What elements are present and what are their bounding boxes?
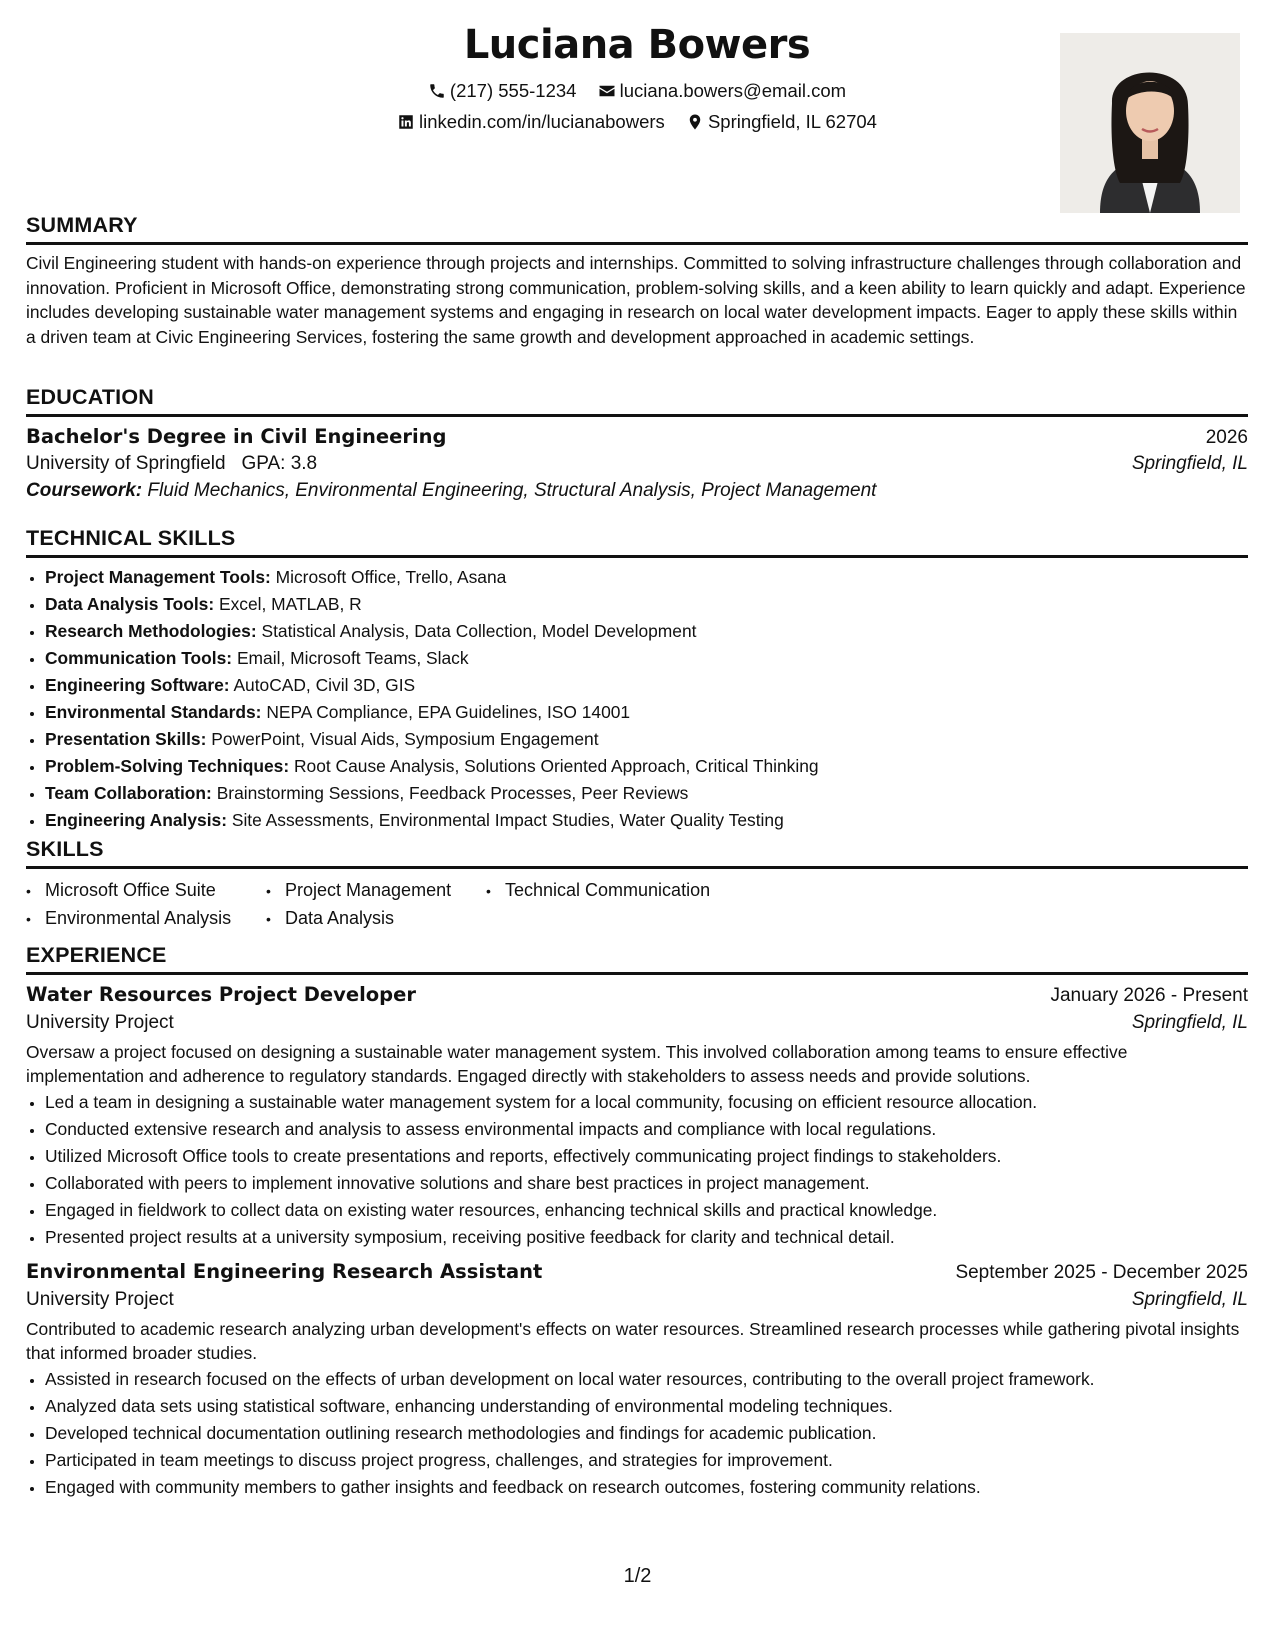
- coursework-label: Coursework:: [26, 480, 143, 501]
- linkedin-icon: [397, 113, 415, 131]
- list-item: • Analyzed data sets using statistical software, enhancing understanding of environmental modeling techniques.: [45, 1393, 1248, 1420]
- list-item: • Assisted in research focused on the effects of urban development on local water resources, contributing to the overall project framework.: [45, 1366, 1248, 1393]
- list-item: • Team Collaboration: Brainstorming Sessions, Feedback Processes, Peer Reviews: [45, 780, 1248, 807]
- job-bullets: [26, 1366, 1248, 1501]
- experience-section: [26, 943, 1248, 1501]
- email-text: luciana.bowers@email.com: [619, 80, 847, 101]
- education-heading: EDUCATION: [26, 385, 1248, 417]
- job-bullets: [26, 1089, 1248, 1251]
- email-contact[interactable]: [598, 80, 846, 102]
- page-number: 1/2: [623, 1565, 652, 1587]
- technical-skills-list: [26, 564, 1248, 834]
- technical-skills-section: [26, 526, 1248, 834]
- job-dates: January 2026 - Present: [1050, 985, 1248, 1006]
- list-item: • Engaged in fieldwork to collect data on existing water resources, enhancing technical skills and practical knowledge.: [45, 1197, 1248, 1224]
- technical-skills-heading: TECHNICAL SKILLS: [26, 526, 1248, 558]
- linkedin-contact[interactable]: [397, 111, 665, 133]
- list-item: • Communication Tools: Email, Microsoft Teams, Slack: [45, 645, 1248, 672]
- location-contact: [686, 111, 877, 133]
- skill-item: • Microsoft Office Suite: [26, 877, 266, 905]
- job-location: Springfield, IL: [1131, 1012, 1248, 1033]
- degree-name: Bachelor's Degree in Civil Engineering: [26, 425, 447, 448]
- gpa: GPA: 3.8: [241, 453, 318, 474]
- list-item: • Environmental Standards: NEPA Compliance, EPA Guidelines, ISO 14001: [45, 699, 1248, 726]
- map-pin-icon: [686, 113, 704, 131]
- list-item: • Utilized Microsoft Office tools to create presentations and reports, effectively communicating project findings to stakeholders.: [45, 1143, 1248, 1170]
- skill-item: • Project Management: [266, 877, 486, 905]
- list-item: • Presentation Skills: PowerPoint, Visual Aids, Symposium Engagement: [45, 726, 1248, 753]
- coursework-line: [26, 480, 1248, 502]
- skill-item: • Data Analysis: [266, 905, 486, 933]
- experience-entry: [26, 1260, 1248, 1501]
- list-item: • Problem-Solving Techniques: Root Cause Analysis, Solutions Oriented Approach, Critical Thinking: [45, 753, 1248, 780]
- envelope-icon: [598, 82, 616, 100]
- job-title: Environmental Engineering Research Assistant: [26, 1260, 543, 1283]
- education-row-2: [26, 453, 1248, 475]
- school-location: Springfield, IL: [1131, 453, 1248, 474]
- list-item: • Presented project results at a university symposium, receiving positive feedback for clarity and technical detail.: [45, 1224, 1248, 1251]
- list-item: • Led a team in designing a sustainable water management system for a local community, focusing on efficient resource allocation.: [45, 1089, 1248, 1116]
- skill-item: • Technical Communication: [486, 877, 746, 905]
- list-item: • Engineering Analysis: Site Assessments, Environmental Impact Studies, Water Quality Testing: [45, 807, 1248, 834]
- list-item: • Participated in team meetings to discuss project progress, challenges, and strategies for improvement.: [45, 1447, 1248, 1474]
- job-dates: September 2025 - December 2025: [955, 1262, 1248, 1283]
- summary-heading: SUMMARY: [26, 213, 1248, 245]
- list-item: • Data Analysis Tools: Excel, MATLAB, R: [45, 591, 1248, 618]
- experience-entry: [26, 983, 1248, 1251]
- job-location: Springfield, IL: [1131, 1289, 1248, 1310]
- list-item: • Research Methodologies: Statistical Analysis, Data Collection, Model Development: [45, 618, 1248, 645]
- skills-section: [26, 837, 1248, 933]
- school-name: University of Springfield: [26, 453, 226, 474]
- experience-heading: EXPERIENCE: [26, 943, 1248, 975]
- skill-item: • Environmental Analysis: [26, 905, 266, 933]
- resume-header: [26, 0, 1248, 215]
- job-description: Oversaw a project focused on designing a sustainable water management system. This involved collaboration among teams to ensure effective implementation and adherence to regulatory standards. Engaged directly with stakeholders to assess needs and provide solutions.: [26, 1042, 1128, 1086]
- job-org: University Project: [26, 1012, 174, 1033]
- linkedin-text: linkedin.com/in/lucianabowers: [419, 111, 665, 132]
- skills-grid: [26, 877, 1248, 933]
- list-item: • Collaborated with peers to implement innovative solutions and share best practices in project management.: [45, 1170, 1248, 1197]
- skills-heading: SKILLS: [26, 837, 1248, 869]
- education-section: [26, 385, 1248, 502]
- list-item: • Project Management Tools: Microsoft Office, Trello, Asana: [45, 564, 1248, 591]
- school-line: [26, 453, 317, 475]
- candidate-name: Luciana Bowers: [463, 22, 811, 68]
- phone-icon: [428, 82, 446, 100]
- location-text: Springfield, IL 62704: [707, 111, 877, 132]
- summary-text: Civil Engineering student with hands-on experience through projects and internships. Committed to solving infrastructure challenges through collaboration and innovation. Proficient in Microsoft Office, demonstrating strong communication, problem-solving skills, and a keen ability to learn quickly and adapt. Experience includes developing sustainable water management systems and engaging in research on local water development impacts. Eager to apply these skills within a driven team at Civic Engineering Services, fostering the same growth and development approached in academic settings.: [26, 253, 1246, 347]
- coursework-list: Fluid Mechanics, Environmental Engineering, Structural Analysis, Project Management: [147, 480, 877, 501]
- list-item: • Conducted extensive research and analysis to assess environmental impacts and compliance with local regulations.: [45, 1116, 1248, 1143]
- phone-text: (217) 555-1234: [449, 80, 577, 101]
- list-item: • Developed technical documentation outlining research methodologies and findings for academic publication.: [45, 1420, 1248, 1447]
- list-item: • Engineering Software: AutoCAD, Civil 3D, GIS: [45, 672, 1248, 699]
- job-org: University Project: [26, 1289, 174, 1310]
- profile-photo: [1060, 33, 1240, 213]
- phone-contact: [428, 80, 577, 102]
- summary-section: [26, 213, 1248, 349]
- list-item: • Engaged with community members to gather insights and feedback on research outcomes, fostering community relations.: [45, 1474, 1248, 1501]
- job-description: Contributed to academic research analyzing urban development's effects on water resources. Streamlined research processes while gathering pivotal insights that informed broader studies.: [26, 1319, 1240, 1363]
- graduation-year: 2026: [1205, 427, 1248, 448]
- education-row-1: [26, 425, 1248, 449]
- job-title: Water Resources Project Developer: [26, 983, 416, 1006]
- resume-page: [26, 0, 1248, 1497]
